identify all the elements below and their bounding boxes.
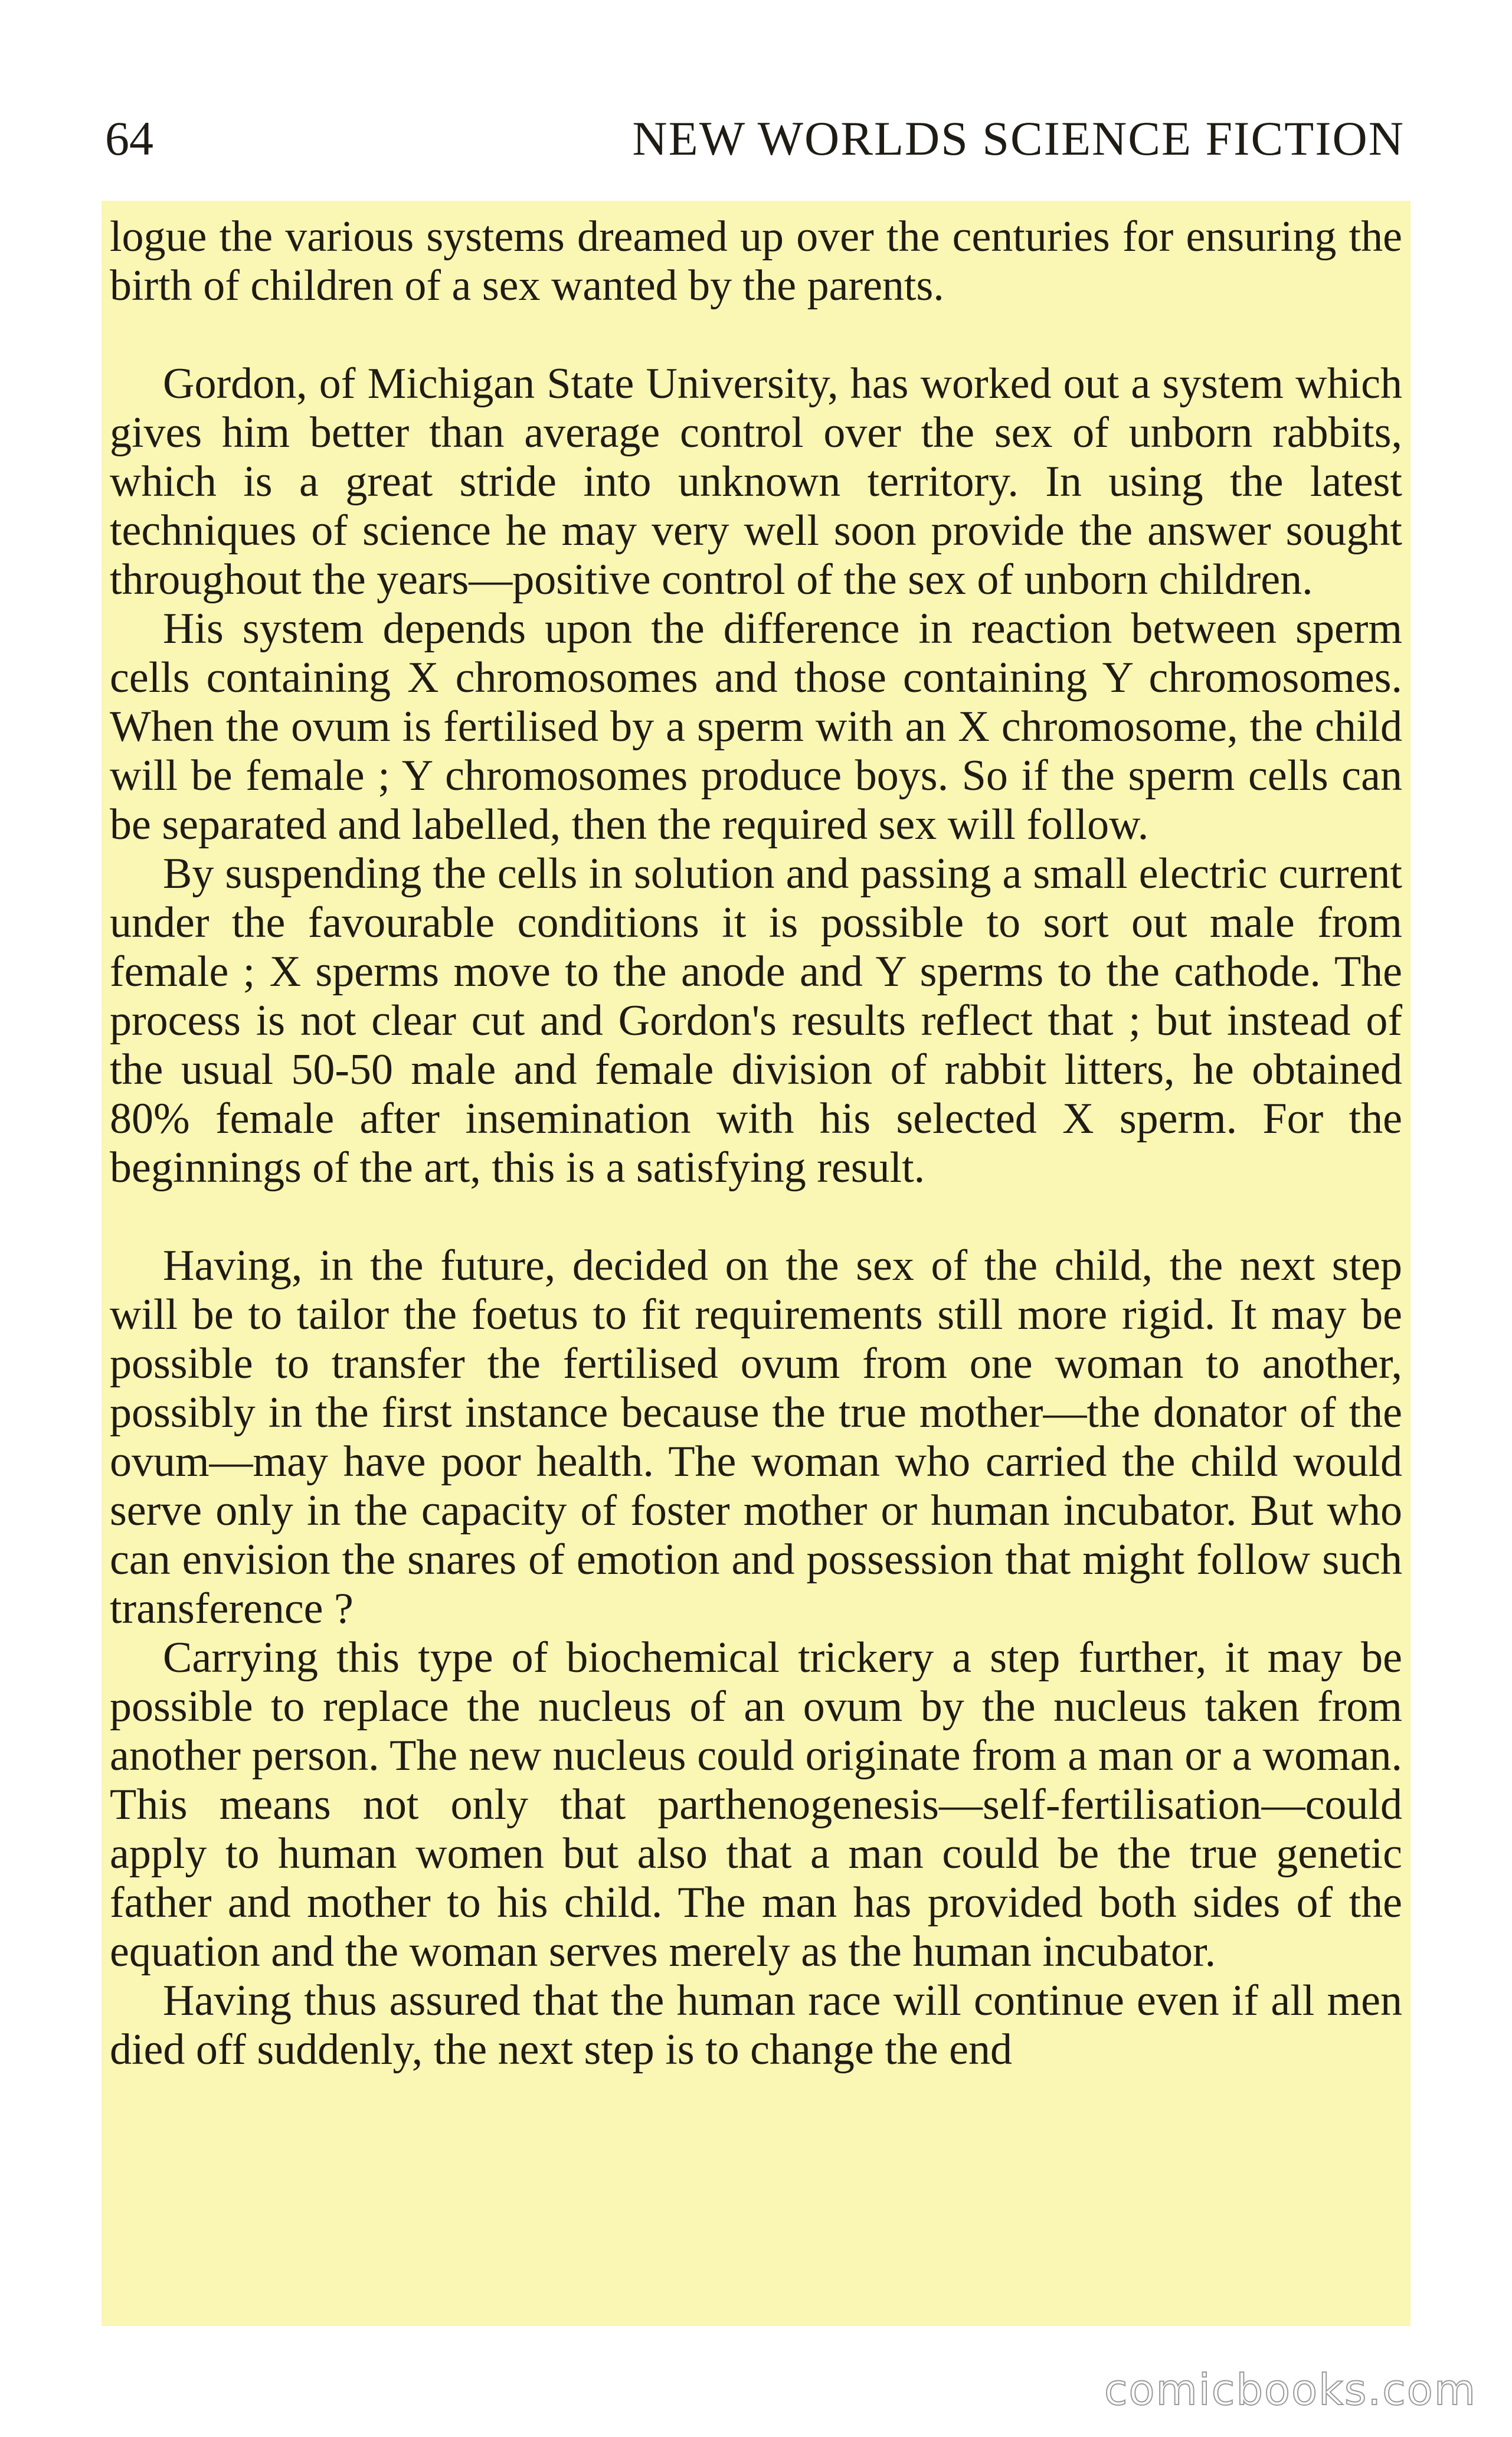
page-number: 64	[105, 112, 153, 165]
highlighted-text-block	[102, 201, 1410, 2326]
paragraph-continuation: logue the various systems dreamed up over the centuries for ensuring the birth of children of a sex wanted by the parents.	[110, 213, 1402, 310]
paragraph-gordon-system: Gordon, of Michigan State University, has worked out a system which gives him better than average control over the sex of unborn rabbits, which is a great stride into unknown territory. In using the latest techniques of science he may very well soon provide the answer sought throughout the years—positive control of the sex of unborn children.	[110, 360, 1402, 604]
paragraph-electric-current: By suspending the cells in solution and passing a small electric current under the favourable conditions it is possible to sort out male from female ; X sperms move to the anode and Y sperms to the cathode. The process is not clear cut and Gordon's results reflect that ; but instead of the usual 50-50 male and female division of rabbit litters, he obtained 80% female after insemination with his selected X sperm. For the beginnings of the art, this is a satisfying result.	[110, 850, 1402, 1192]
running-head: NEW WORLDS SCIENCE FICTION	[632, 112, 1405, 165]
watermark: comicbooks.com	[1104, 2365, 1477, 2415]
paragraph-nucleus-replacement: Carrying this type of biochemical trickery a step further, it may be possible to replace the nucleus of an ovum by the nucleus taken from another person. The new nucleus could originate from a man or a woman. This means not only that parthenogenesis—self-fertilisation—could apply to human women but also that a man could be the true genetic father and mother to his child. The man has provided both sides of the equation and the woman serves merely as the human incubator.	[110, 1634, 1402, 1976]
page-header	[105, 106, 1405, 171]
paragraph-chromosomes: His system depends upon the difference in reaction between sperm cells containing X chromosomes and those containing Y chromosomes. When the ovum is fertilised by a sperm with an X chromosome, the child will be female ; Y chromosomes produce boys. So if the sperm cells can be separated and labelled, then the required sex will follow.	[110, 605, 1402, 849]
paragraph-next-step: Having thus assured that the human race will continue even if all men died off suddenly, the next step is to change the end	[110, 1977, 1402, 2074]
paragraph-foetus-transfer: Having, in the future, decided on the sex of the child, the next step will be to tailor the foetus to fit requirements still more rigid. It may be possible to transfer the fertilised ovum from one woman to another, possibly in the first instance because the true mother—the donator of the ovum—may have poor health. The woman who carried the child would serve only in the capacity of foster mother or human incubator. But who can envision the snares of emotion and possession that might follow such transference ?	[110, 1242, 1402, 1633]
